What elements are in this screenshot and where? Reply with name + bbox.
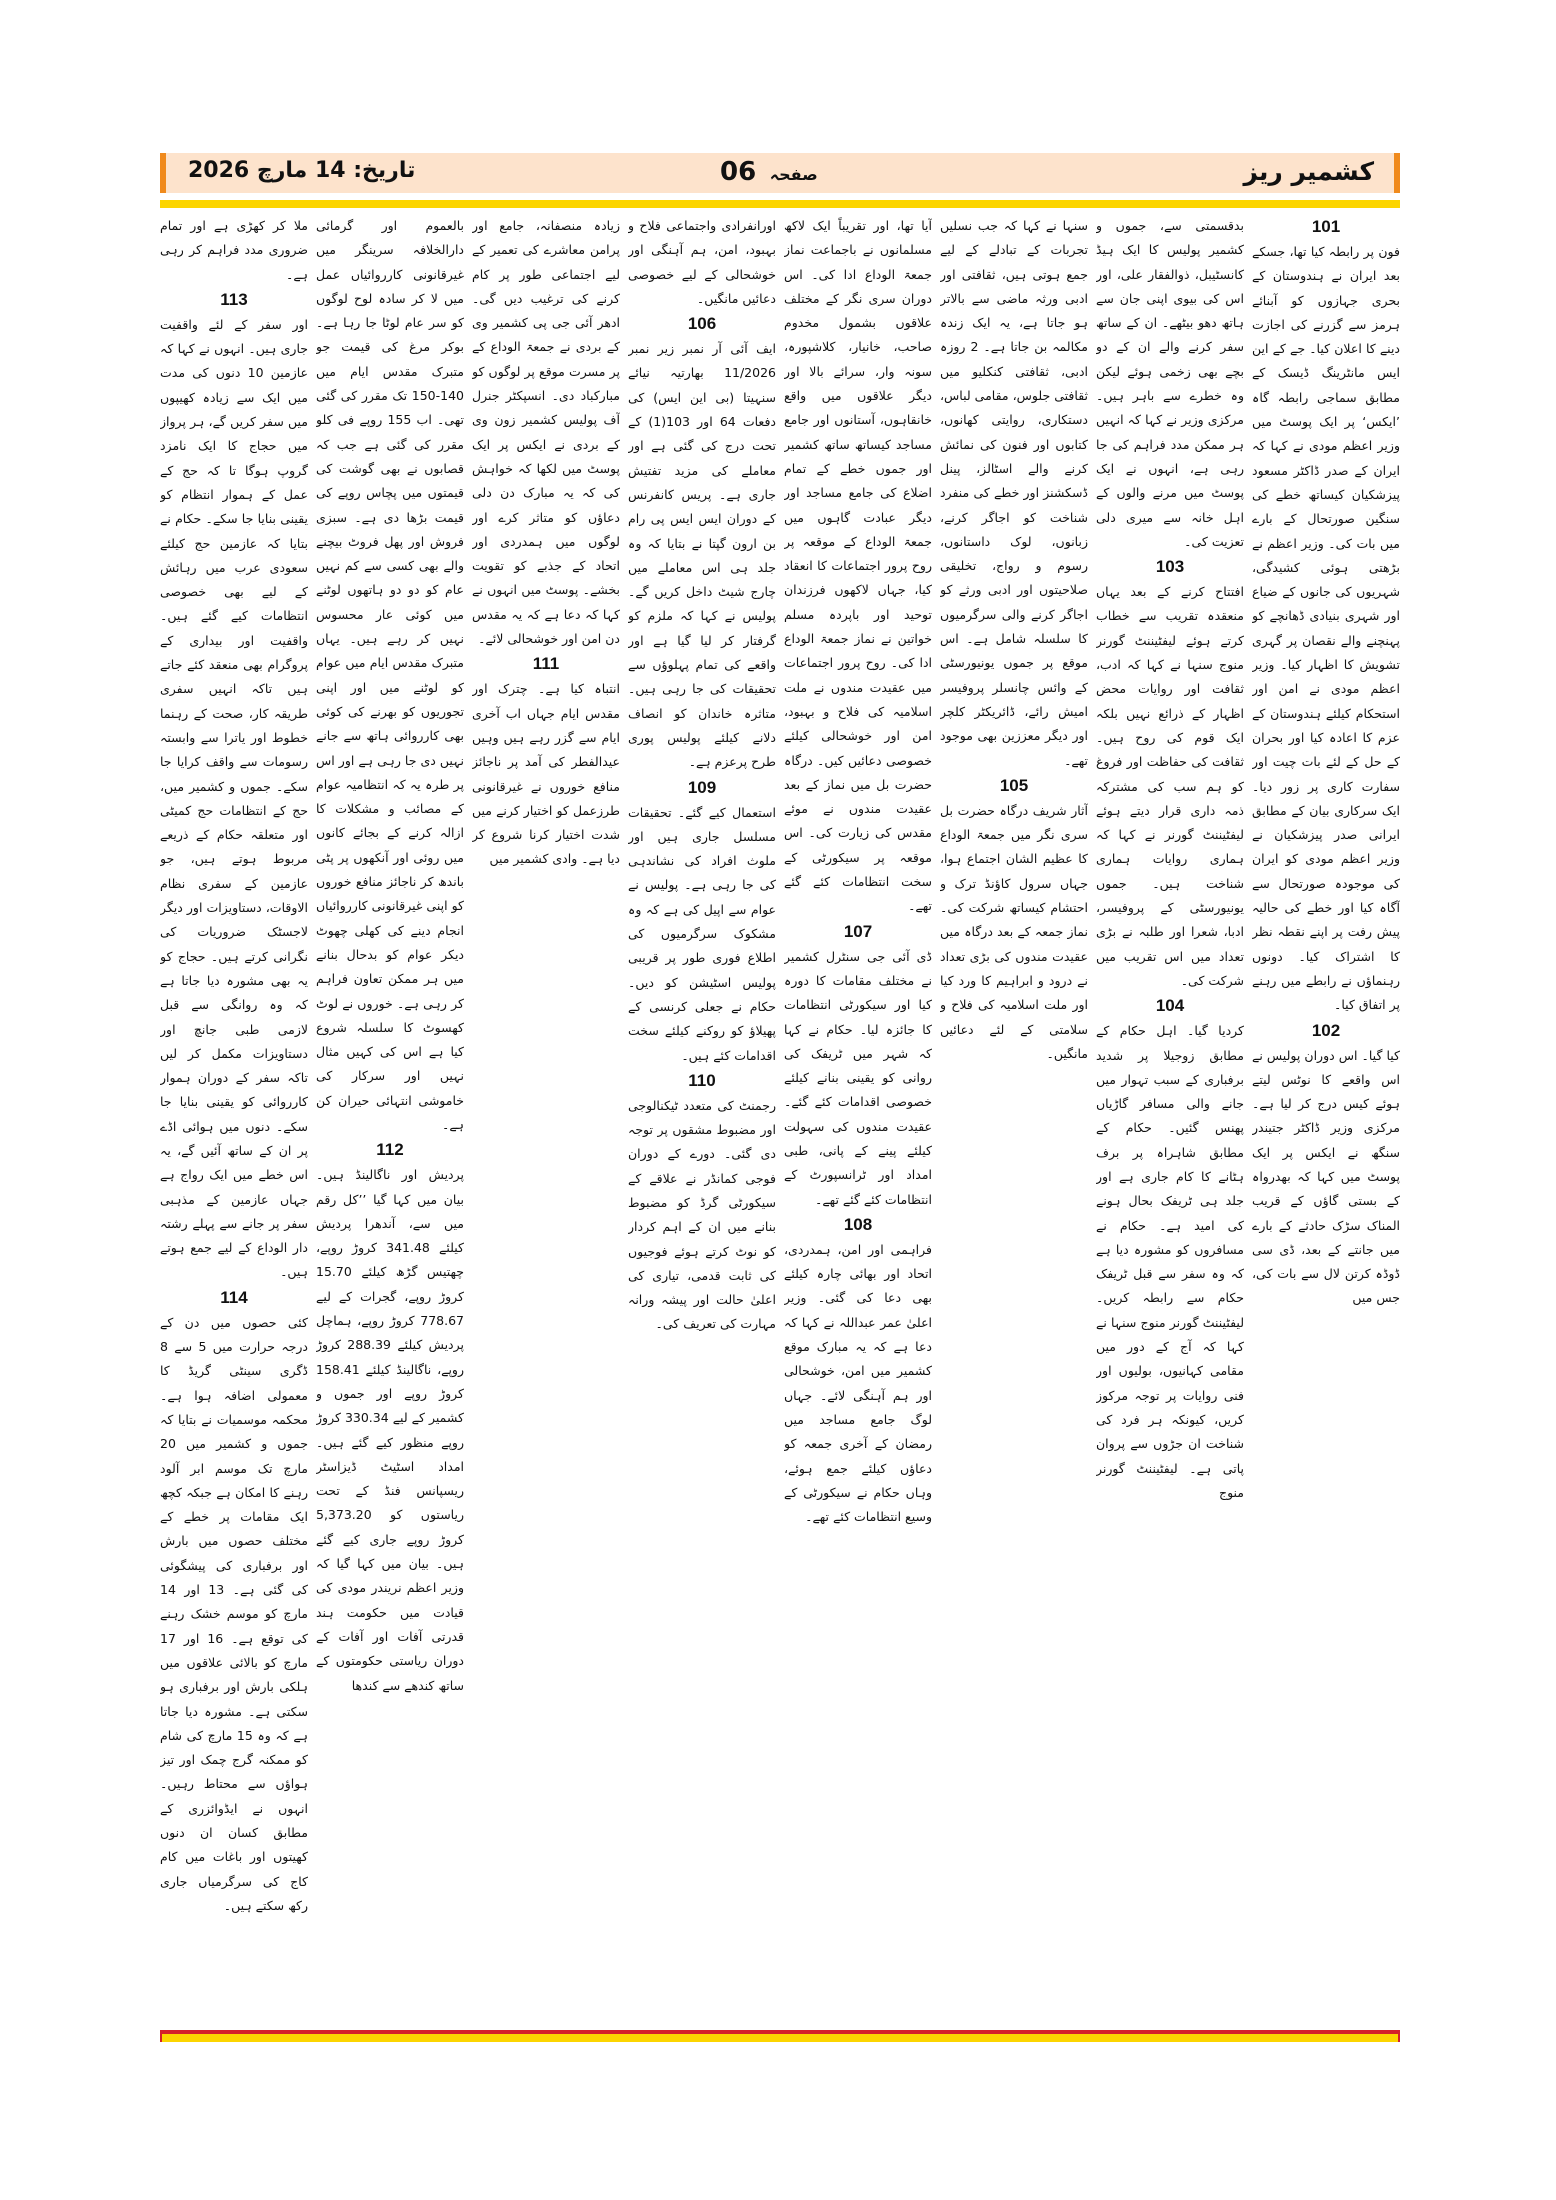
header-divider-stripe: [160, 200, 1400, 208]
section-number: 114: [220, 1287, 248, 1307]
article-text: فون پر رابطہ کیا تھا، جسکے بعد ایران نے ہندوستان کے بحری جہازوں کو آبنائے ہرمز سے گزرنے کی اجازت دینے کا اعلان کیا۔ جے کے این ایس مانٹرینگ ڈیسک کے مطابق سماجی رابطہ گاہ ’ایکس‘ پر ایک پوسٹ میں وزیر اعظم مودی نے کہا کہ ایران کے صدر ڈاکٹر مسعود پیزشکیان کیساتھ خطے کی سنگین صورتحال کے بارے میں بات کی۔ وزیر اعظم نے بڑھتی ہوئی کشیدگی، شہریوں کی جانوں کے ضیاع اور شہری بنیادی ڈھانچے کو پہنچنے والے نقصان پر گہری تشویش کا اظہار کیا۔ وزیر اعظم مودی نے امن اور استحکام کیلئے ہندوستان کے عزم کا اعادہ کیا اور بحران کے حل کے لئے بات چیت اور سفارت کاری پر زور دیا۔ ایک سرکاری بیان کے مطابق ایرانی صدر پیزشکیان نے وزیر اعظم مودی کو ایران کی موجودہ صورتحال سے آگاہ کیا اور خطے کی حالیہ پیش رفت پر اپنے نقطہ نظر کا اشتراک کیا۔ دونوں رہنماؤں نے رابطے میں رہنے پر اتفاق کیا۔: [1252, 244, 1400, 1013]
section-number: 108: [843, 1214, 873, 1234]
article-text: ایف آئی آر نمبر زیر نمبر 11/2026 بھارتیہ نیائے سنہیتا (بی این ایس) کی دفعات 64 اور 103(1) کے تحت درج کی گئی ہے اور معاملے کی مزید تفتیش جاری ہے۔ پریس کانفرنس کے دوران ایس ایس پی رام بن ارون گپتا نے بتایا کہ وہ جلد ہی اس معاملے میں چارج شیٹ داخل کریں گے۔ پولیس نے کہا کہ ملزم کو گرفتار کر لیا گیا ہے اور واقعے کی تمام پہلوؤں سے تحقیقات کی جا رہی ہیں۔ متاثرہ خاندان کو انصاف دلانے کیلئے پولیس پوری طرح پرعزم ہے۔: [628, 341, 776, 770]
article-text: اورانفرادی واجتماعی فلاح و بہبود، امن، ہم آہنگی اور خوشحالی کے لیے خصوصی دعائیں مانگیں۔: [628, 218, 776, 306]
page-label: صفحہ: [769, 165, 818, 184]
header-accent-left: [160, 153, 166, 193]
article-text: انتباہ کیا ہے۔ چترک اور مقدس ایام جہاں اب آخری ایام سے گزر رہے ہیں وہیں عیدالفطر کی آمد پر ناجائز منافع خوروں نے غیرقانونی طرزعمل کو اختیار کرنے میں شدت اختیار کرنا شروع کر دیا ہے۔ وادی کشمیر میں: [472, 681, 620, 867]
section-number: 112: [376, 1140, 404, 1160]
article-text: ڈی آئی جی سنٹرل کشمیر نے مختلف مقامات کا دورہ کیا اور سیکورٹی انتظامات کا جائزہ لیا۔ حکام نے کہا کہ شہر میں ٹریفک کی روانی کو یقینی بنانے کیلئے خصوصی اقدامات کئے گئے۔ عقیدت مندوں کی سہولت کیلئے پینے کے پانی، طبی امداد اور ٹرانسپورٹ کے انتظامات کئے گئے تھے۔: [784, 948, 932, 1207]
section-number: 105: [999, 775, 1029, 795]
page-number: [720, 157, 818, 187]
section-number: 109: [687, 777, 717, 797]
column-6: [472, 214, 620, 2014]
article-text: افتتاح کرنے کے بعد یہاں منعقدہ تقریب سے خطاب کرتے ہوئے لیفٹیننٹ گورنر منوج سنہا نے کہا کہ ادب، ثقافت اور روایات محض اظہار کے ذرائع نہیں بلکہ ایک قوم کی روح ہیں۔ ثقافت کی حفاظت اور فروغ کو ہم سب کی مشترکہ ذمہ داری قرار دیتے ہوئے لیفٹیننٹ گورنر نے کہا کہ ہماری روایات ہماری شناخت ہیں۔ جموں یونیورسٹی کے پروفیسر، ادبا، شعرا اور طلبہ نے بڑی تعداد میں اس تقریب میں شرکت کی۔: [1096, 584, 1244, 988]
section-number: 102: [1311, 1020, 1341, 1040]
section-number: 111: [532, 654, 560, 674]
article-text: ملا کر کھڑی ہے اور تمام ضروری مدد فراہم کر رہی ہے۔: [160, 218, 308, 282]
section-number: 113: [220, 289, 248, 309]
section-number: 103: [1155, 557, 1185, 577]
section-number: 110: [688, 1070, 716, 1090]
article-text: سنہا نے کہا کہ جب نسلیں تجربات کے تبادلے کے لیے جمع ہوتی ہیں، ثقافتی اور ادبی ورثہ ماضی سے بالاتر ہو جاتا ہے، یہ ایک زندہ مکالمہ بن جاتا ہے۔ 2 روزہ ادبی، ثقافتی کنکلیو میں ثقافتی جلوس، مقامی لباس، دستکاری، روایتی کھانوں، کتابوں اور فنون کی نمائش کرنے والے اسٹالز، پینل ڈسکشنز اور خطے کی منفرد شناخت کو اجاگر کرنے، زبانوں، لوک داستانوں، رسوم و رواج، تخلیقی صلاحیتوں اور ادبی ورثے کو اجاگر کرنے والی سرگرمیوں کا سلسلہ شامل ہے۔ اس موقع پر جموں یونیورسٹی کے وائس چانسلر پروفیسر امیش رائے، ڈائریکٹر کلچر اور دیگر معززین بھی موجود تھے۔: [940, 218, 1088, 768]
article-text: کردیا گیا۔ اہل حکام کے مطابق زوجیلا پر شدید برفباری کے سبب تہوار میں جانے والی مسافر گاڑیاں پھنس گئیں۔ حکام کے مطابق شاہراہ پر برف ہٹانے کا کام جاری ہے اور جلد ہی ٹریفک بحال ہونے کی امید ہے۔ حکام نے مسافروں کو مشورہ دیا ہے کہ وہ سفر سے قبل ٹریفک حکام سے رابطہ کریں۔ لیفٹیننٹ گورنر منوج سنہا نے کہا کہ آج کے دور میں مقامی کہانیوں، بولیوں اور فنی روایات پر توجہ مرکوز کریں، کیونکہ ہر فرد کی شناخت ان جڑوں سے پروان پاتی ہے۔ لیفٹیننٹ گورنر منوج: [1096, 1023, 1244, 1500]
article-text: بالعموم اور گرمائی دارالخلافہ سرینگر میں غیرقانونی کارروائیاں عمل میں لا کر سادہ لوح لوگوں کو سر عام لوٹا جا رہا ہے۔ بوکر مرغ کی قیمت جو متبرک مقدس ایام میں 140-150 تک مقرر کی گئی تھی۔ اب 155 روپے فی کلو مقرر کی گئی ہے جب کہ قصابوں نے بھی گوشت کی قیمتوں میں پچاس روپے کی قیمت بڑھا دی ہے۔ سبزی فروش اور پھل فروٹ بیچنے والے بھی کسی سے کم نہیں عام کو دو دو ہاتھوں لوٹنے میں کوئی عار محسوس نہیں کر رہے ہیں۔ یہاں متبرک مقدس ایام میں عوام کو لوٹنے میں اور اپنی تجوریوں کو بھرنے کی کوئی بھی کارروائی ہاتھ سے جانے نہیں دی جا رہی ہے اور اس پر طرہ یہ کہ انتظامیہ عوام کے مصائب و مشکلات کا ازالہ کرنے کے بجائے کانوں میں روئی اور آنکھوں پر پٹی باندھ کر ناجائز منافع خوروں کو اپنی غیرقانونی کارروائیاں انجام دینے کی کھلی چھوٹ دیکر عوام کو بدحال بنانے میں ہر ممکن تعاون فراہم کر رہی ہے۔ خوروں نے لوٹ کھسوٹ کا سلسلہ شروع کیا ہے اس کی کہیں مثال نہیں اور سرکار کی خاموشی انتہائی حیران کن ہے۔: [316, 218, 464, 1132]
article-text: آثار شریف درگاہ حضرت بل سری نگر میں جمعۃ الوداع کا عظیم الشان اجتماع ہوا، جہاں سرول کاؤنڈ ترک و احتشام کیساتھ شرکت کی۔ نماز جمعہ کے بعد درگاہ میں عقیدت مندوں کی بڑی تعداد نے درود و ابراہیم کا ورد کیا اور ملت اسلامیہ کی فلاح و سلامتی کے لئے دعائیں مانگیں۔: [940, 802, 1088, 1061]
column-2: [1096, 214, 1244, 2014]
article-text: آیا تھا، اور تقریباً ایک لاکھ مسلمانوں نے باجماعت نماز جمعۃ الوداع ادا کی۔ اس دوران سری نگر کے مختلف علاقوں بشمول مخدوم صاحب، خانیار، کلاشپورہ، سونہ وار، سرائے بالا اور دیگر علاقوں میں واقع خانقاہوں، آستانوں اور جامع مساجد کیساتھ ساتھ کشمیر اور جموں خطے کے تمام اضلاع کی جامع مساجد اور دیگر عبادت گاہوں میں جمعۃ الوداع کے موقعہ پر روح پرور اجتماعات کا انعقاد کیا، جہاں لاکھوں فرزندان توحید اور باپردہ مسلم خواتین نے نماز جمعۃ الوداع ادا کی۔ روح پرور اجتماعات میں عقیدت مندوں نے ملت اسلامیہ کی فلاح و بہبود، امن اور خوشحالی کیلئے خصوصی دعائیں کیں۔ درگاہ حضرت بل میں نماز کے بعد عقیدت مندوں نے موئے مقدس کی زیارت کی۔ اس موقعہ پر سیکورٹی کے سخت انتظامات کئے گئے تھے۔: [784, 218, 932, 914]
section-number: 101: [1311, 217, 1341, 236]
article-columns: [160, 214, 1400, 2014]
article-text: بدقسمتی سے، جموں و کشمیر پولیس کا ایک ہیڈ کانسٹیبل، ذوالفقار علی، اور اس کی بیوی اپنی جان سے ہاتھ دھو بیٹھے۔ ان کے ساتھ سفر کرنے والے ان کے دو بچے بھی زخمی ہوئے لیکن وہ خطرے سے باہر ہیں۔ مرکزی وزیر نے کہا کہ انہیں ہر ممکن مدد فراہم کی جا رہی ہے، انہوں نے ایک پوسٹ میں مرنے والوں کے اہل خانہ سے میری دلی تعزیت کی۔: [1096, 218, 1244, 549]
section-number: 107: [843, 921, 873, 941]
column-5: [628, 214, 776, 2014]
section-number: 106: [687, 314, 717, 334]
article-text: فراہمی اور امن، ہمدردی، اتحاد اور بھائی چارہ کیلئے بھی دعا کی گئی۔ وزیر اعلیٰ عمر عبداللہ نے کہا کہ دعا ہے کہ یہ مبارک موقع کشمیر میں امن، خوشحالی اور ہم آہنگی لائے۔ جہاں لوگ جامع مساجد میں رمضان کے آخری جمعہ کو دعاؤں کیلئے جمع ہوئے، وہاں حکام نے سیکورٹی کے وسیع انتظامات کئے تھے۔: [784, 1241, 932, 1525]
issue-date: تاریخ: 14 مارچ 2026: [188, 158, 416, 183]
article-text: زیادہ منصفانہ، جامع اور پرامن معاشرے کی تعمیر کے لیے اجتماعی طور پر کام کرنے کی ترغیب دیں گی۔ ادھر آئی جی پی کشمیر وی کے بردی نے جمعۃ الوداع کے پر مسرت موقع پر لوگوں کو مبارکباد دی۔ انسپکٹر جنرل آف پولیس کشمیر زون وی کے بردی نے ایکس پر ایک پوسٹ میں لکھا کہ خواہش کی کہ یہ مبارک دن دلی دعاؤں کو متاثر کرے اور لوگوں میں ہمدردی اور اتحاد کے جذبے کو تقویت بخشے۔ پوسٹ میں انہوں نے کہا کہ دعا ہے کہ یہ مقدس دن امن اور خوشحالی لائے۔: [472, 218, 620, 647]
article-text: اور سفر کے لئے واقفیت جاری ہیں۔ انہوں نے کہا کہ عازمین 10 دنوں کی مدت میں ایک سے زیادہ کھیپوں میں سفر کریں گے، ہر پرواز میں حجاج کا ایک نامزد گروپ ہوگا تا کہ حج کے عمل کے ہموار انتظام کو یقینی بنایا جا سکے۔ حکام نے بتایا کہ عازمین حج کیلئے سعودی عرب میں رہائش کے لیے بھی خصوصی انتظامات کیے گئے ہیں۔ واقفیت اور بیداری کے پروگرام بھی منعقد کئے جاتے ہیں تاکہ انہیں سفری طریقہ کار، صحت کے رہنما خطوط اور یاترا سے وابستہ رسومات سے واقف کرایا جا سکے۔ جموں و کشمیر میں، حج کے انتظامات حج کمیٹی اور متعلقہ حکام کے ذریعے مربوط ہوتے ہیں، جو عازمین کے سفری نظام الاوقات، دستاویزات اور دیگر لاجسٹک ضروریات کی نگرانی کرتے ہیں۔ حجاج کو یہ بھی مشورہ دیا جاتا ہے کہ وہ روانگی سے قبل لازمی طبی جانچ اور دستاویزات مکمل کر لیں تاکہ سفر کے دوران ہموار کارروائی کو یقینی بنایا جا سکے۔ دنوں میں ہوائی اڈے پر ان کے ساتھ آئیں گے، یہ اس خطے میں ایک رواج ہے جہاں عازمین کے مذہبی سفر پر جانے سے پہلے رشتہ دار الوداع کے لیے جمع ہوتے ہیں۔: [160, 316, 308, 1280]
header-accent-right: [1394, 153, 1400, 193]
article-text: رجمنٹ کی متعدد ٹیکنالوجی اور مضبوط مشقوں پر توجہ دی گئی۔ دورے کے دوران فوجی کمانڈر نے علاقے کے سیکورٹی گرڈ کو مضبوط بنانے میں ان کے اہم کردار کو نوٹ کرتے ہوئے فوجیوں کی ثابت قدمی، تیاری کی اعلیٰ حالت اور پیشہ ورانہ مہارت کی تعریف کی۔: [628, 1097, 776, 1332]
article-text: کئی حصوں میں دن کے درجہ حرارت میں 5 سے 8 ڈگری سینٹی گریڈ کا معمولی اضافہ ہوا ہے۔ محکمہ موسمیات نے بتایا کہ جموں و کشمیر میں 20 مارچ تک موسم ابر آلود رہنے کا امکان ہے جبکہ کچھ ایک مقامات پر خطے کے مختلف حصوں میں بارش اور برفباری کی پیشگوئی کی گئی ہے۔ 13 اور 14 مارچ کو موسم خشک رہنے کی توقع ہے۔ 16 اور 17 مارچ کو بالائی علاقوں میں ہلکی بارش اور برفباری ہو سکتی ہے۔ مشورہ دیا جاتا ہے کہ وہ 15 مارچ کی شام کو ممکنہ گرج چمک اور تیز ہواؤں سے محتاط رہیں۔ انہوں نے ایڈوائزری کے مطابق کسان ان دنوں کھیتوں اور باغات میں کام کاج کی سرگرمیاں جاری رکھ سکتے ہیں۔: [160, 1314, 308, 1913]
column-4: [784, 214, 932, 2014]
page-number-value: 06: [720, 157, 757, 187]
newspaper-masthead: کشمیر ریز: [1243, 157, 1374, 186]
article-text: استعمال کیے گئے۔ تحقیقات مسلسل جاری ہیں اور ملوث افراد کی نشاندہی کی جا رہی ہے۔ پولیس نے عوام سے اپیل کی ہے کہ وہ مشکوک سرگرمیوں کی اطلاع فوری طور پر قریبی پولیس اسٹیشن کو دیں۔ حکام نے جعلی کرنسی کے پھیلاؤ کو روکنے کیلئے سخت اقدامات کئے ہیں۔: [628, 804, 776, 1063]
article-text: پردیش اور ناگالینڈ ہیں۔ بیان میں کہا گیا ’’کل رقم میں سے، آندھرا پردیش کیلئے 341.48 کروڑ روپے، چھتیس گڑھ کیلئے 15.70 کروڑ روپے، گجرات کے لیے 778.67 کروڑ روپے، ہماچل پردیش کیلئے 288.39 کروڑ روپے، ناگالینڈ کیلئے 158.41 کروڑ روپے اور جموں و کشمیر کے لیے 330.34 کروڑ روپے منظور کیے گئے ہیں۔ امداد اسٹیٹ ڈیزاسٹر ریسپانس فنڈ کے تحت ریاستوں کو 5,373.20 کروڑ روپے جاری کیے گئے ہیں۔ بیان میں کہا گیا کہ وزیر اعظم نریندر مودی کی قیادت میں حکومت ہند قدرتی آفات اور آفات کے دوران ریاستی حکومتوں کے ساتھ کندھے سے کندھا: [316, 1167, 464, 1693]
column-8: [160, 214, 308, 2014]
column-7: [316, 214, 464, 2014]
footer-yellow-stripe: [162, 2034, 1398, 2042]
column-3: [940, 214, 1088, 2014]
article-text: کیا گیا۔ اس دوران پولیس نے اس واقعے کا نوٹس لیتے ہوئے کیس درج کر لیا ہے۔ مرکزی وزیر ڈاکٹر جتیندر سنگھ نے ایکس پر ایک پوسٹ میں کہا کہ بھدرواہ کے بستی گاؤں کے قریب المناک سڑک حادثے کے بارے میں جانتے کے بعد، ڈی سی ڈوڈہ کرتن لال سے بات کی، جس میں: [1252, 1047, 1400, 1306]
column-1: [1252, 214, 1400, 2014]
page-header: [160, 153, 1400, 193]
section-number: 104: [1155, 996, 1185, 1016]
